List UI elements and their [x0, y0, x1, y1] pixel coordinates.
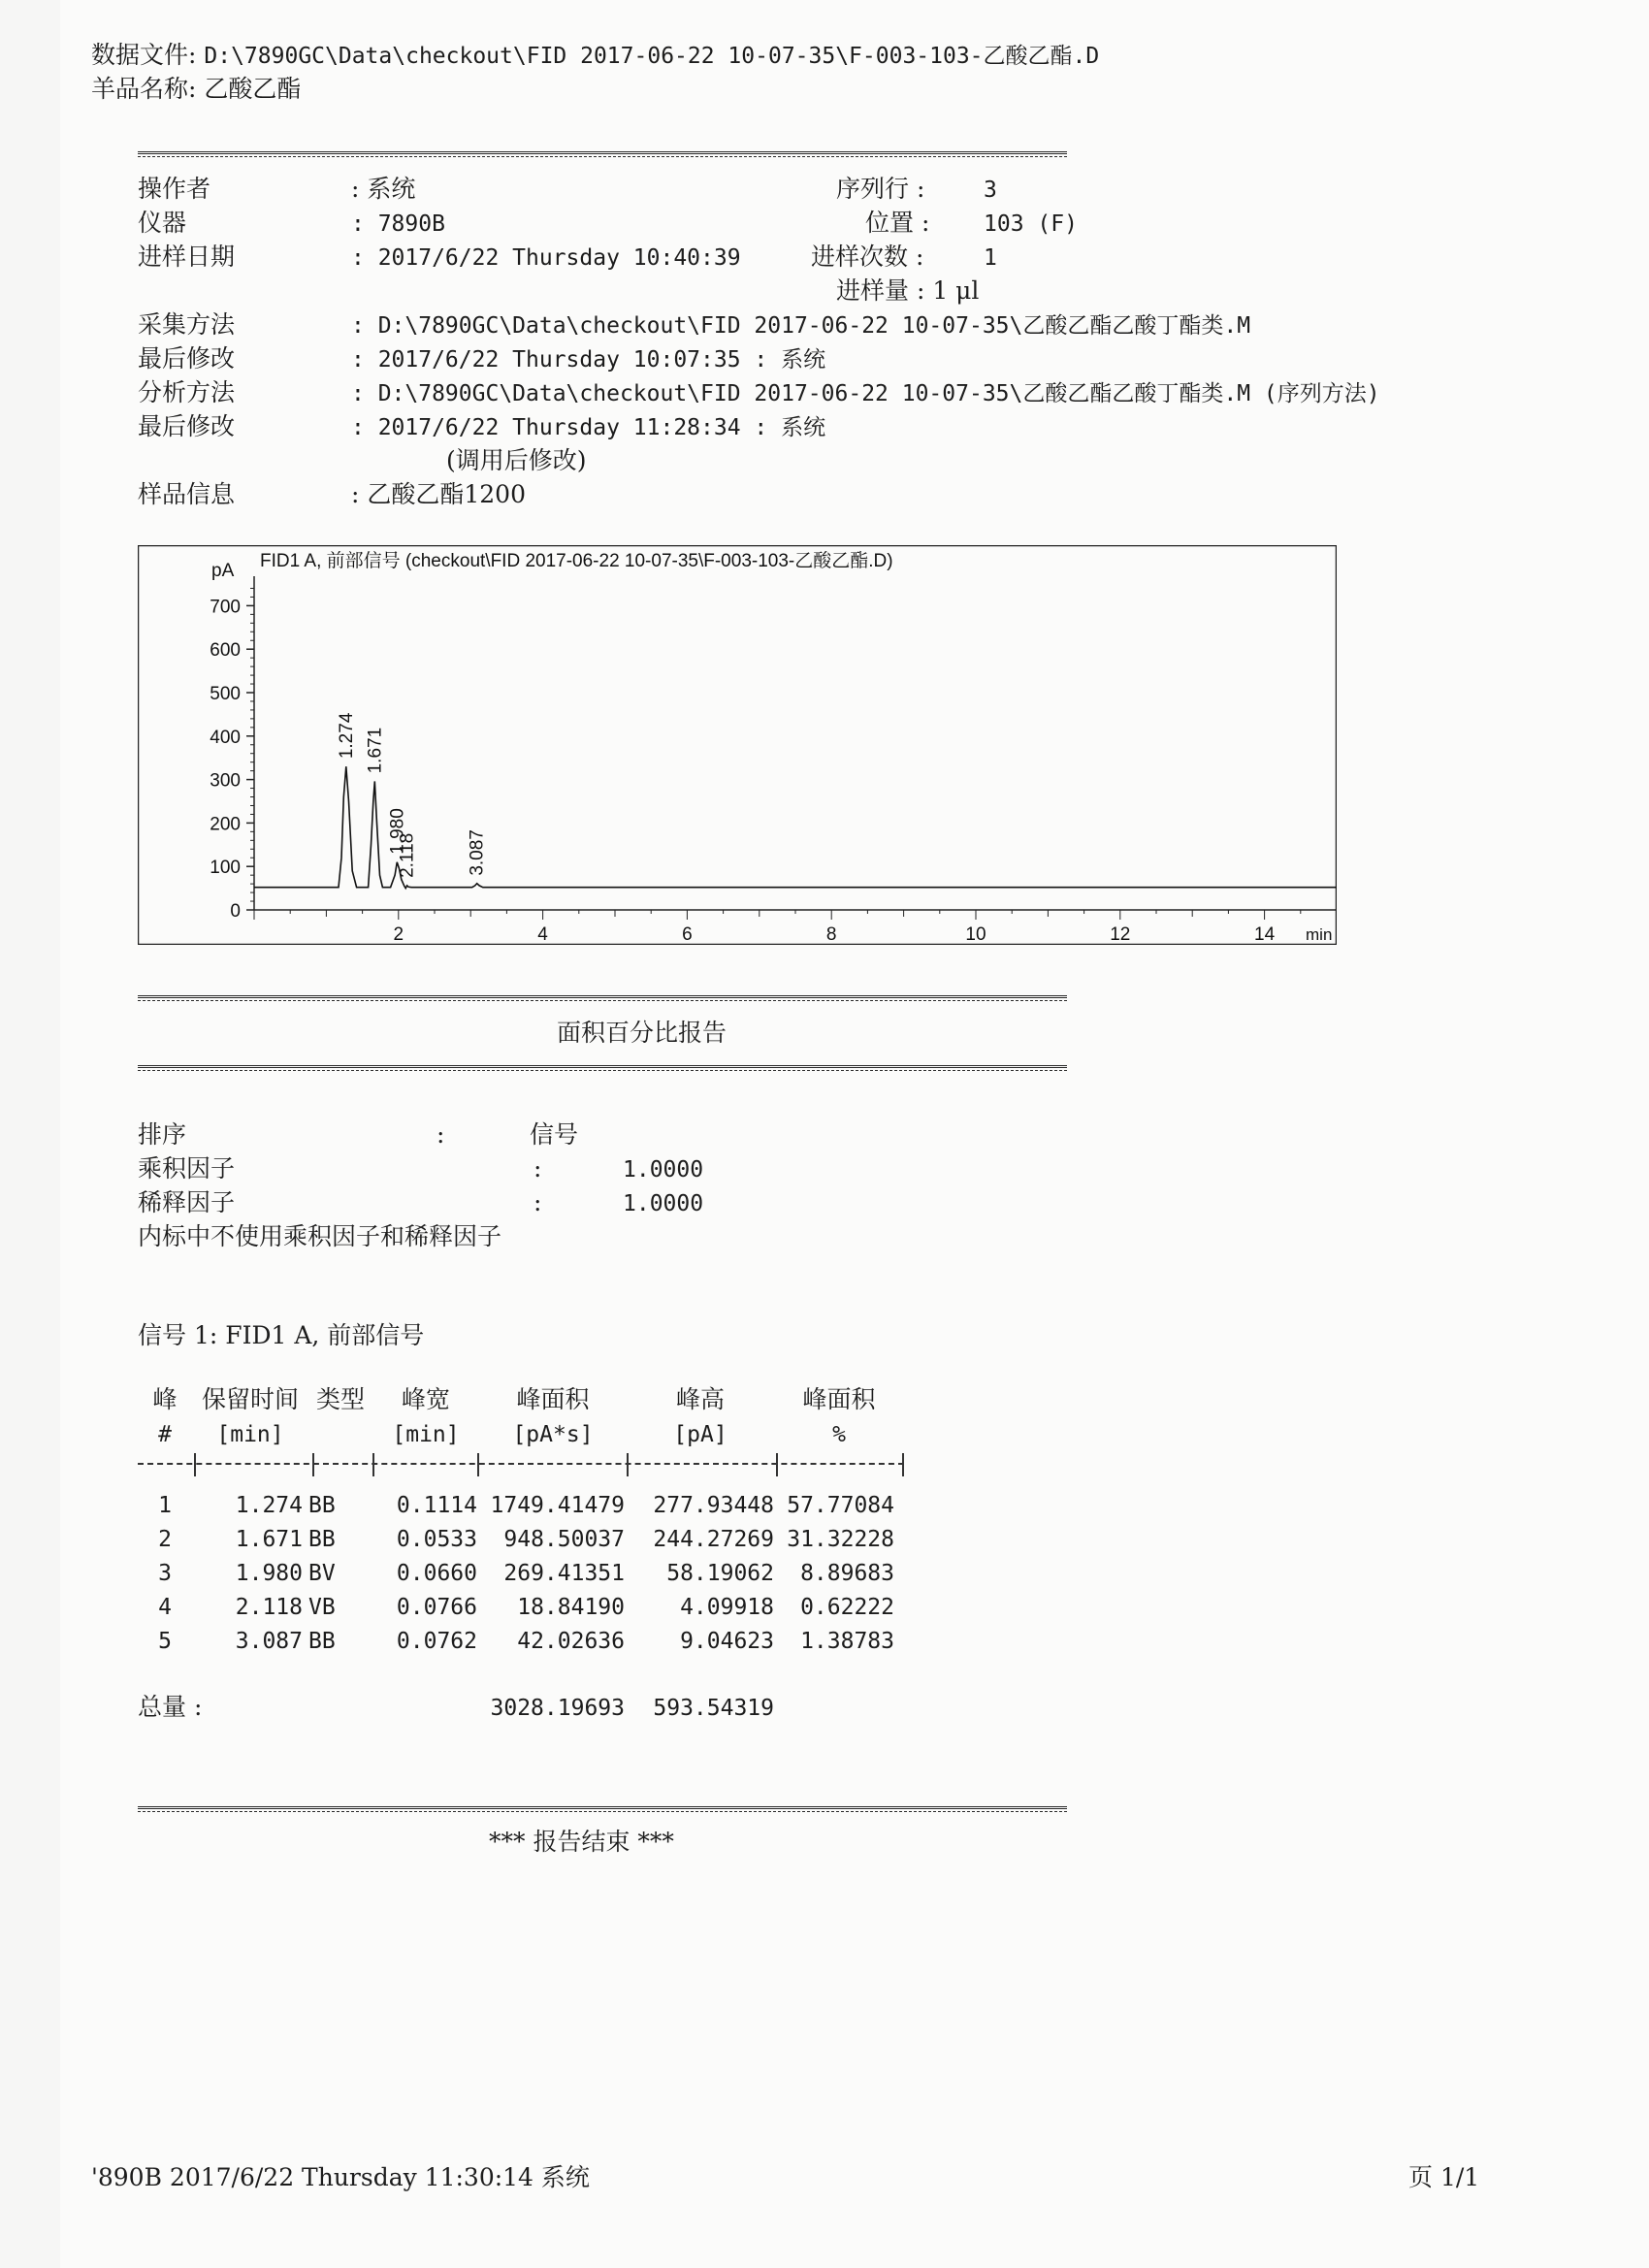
divider-end [138, 1806, 1067, 1809]
table-header-cell: 类型 [315, 1385, 365, 1413]
table-cell-type: BV [308, 1561, 336, 1586]
sample-name-line [91, 75, 301, 104]
sample-info-label: 样品信息 [138, 480, 236, 508]
table-cell-n: 2 [158, 1527, 172, 1552]
seq-row-value: 3 [984, 178, 997, 203]
table-header-separator [372, 1453, 374, 1476]
table-header-cell: 保留时间 [201, 1385, 299, 1413]
operator-label: 操作者 [138, 175, 211, 203]
table-cell-height: 4.09918 [680, 1595, 774, 1620]
footer-left: '890B 2017/6/22 Thursday 11:30:14 系统 [91, 2163, 590, 2191]
y-axis-label: pA [211, 561, 235, 581]
table-cell-width: 0.1114 [396, 1493, 477, 1518]
inject-date-value: : 2017/6/22 Thursday 10:40:39 [351, 245, 741, 271]
data-file-value: D:\7890GC\Data\checkout\FID 2017-06-22 10-07-35\F-003-103-乙酸乙酯.D [204, 44, 1100, 69]
mult-value: 1.0000 [623, 1157, 704, 1183]
x-tick-label: 2 [393, 924, 404, 945]
table-header-separator [902, 1453, 904, 1476]
total-label: 总量 : [138, 1693, 203, 1721]
table-header-unit: [min] [392, 1422, 460, 1447]
table-header-separator [477, 1453, 479, 1476]
table-cell-pct: 31.32228 [787, 1527, 894, 1552]
dil-label: 稀释因子 [138, 1188, 236, 1216]
position-value: 103 (F) [984, 211, 1078, 237]
sample-name-value: 乙酸乙酯 [204, 75, 302, 103]
table-header-cell: 峰面积 [802, 1385, 876, 1413]
table-cell-height: 277.93448 [653, 1493, 774, 1518]
operator-value: : 系统 [351, 175, 416, 203]
dil-value: 1.0000 [623, 1191, 704, 1216]
analysis-method-value: : D:\7890GC\Data\checkout\FID 2017-06-22 10-07-35\乙酸乙酯乙酸丁酯类.M (序列方法) [351, 381, 1380, 406]
chart-frame [139, 546, 1337, 945]
sort-value: 信号 [530, 1120, 579, 1149]
analysis-method-label: 分析方法 [138, 378, 236, 406]
table-cell-width: 0.0660 [396, 1561, 477, 1586]
report-title: 面积百分比报告 [557, 1019, 728, 1047]
last-mod1-label: 最后修改 [138, 344, 236, 373]
table-cell-width: 0.0762 [396, 1629, 477, 1654]
total-height: 593.54319 [653, 1696, 774, 1721]
table-cell-rt: 3.087 [235, 1629, 303, 1654]
data-file-label: 数据文件: [91, 41, 197, 69]
table-cell-area: 18.84190 [517, 1595, 625, 1620]
y-tick-label: 200 [210, 814, 241, 835]
table-cell-height: 9.04623 [680, 1629, 774, 1654]
divider-report-bottom [138, 1065, 1067, 1068]
table-cell-type: BB [308, 1629, 336, 1654]
y-tick-label: 500 [210, 684, 241, 704]
table-header-cell: 峰宽 [401, 1385, 450, 1413]
table-cell-area: 42.02636 [517, 1629, 625, 1654]
last-mod1-value: : 2017/6/22 Thursday 10:07:35 : 系统 [351, 347, 826, 373]
table-cell-type: BB [308, 1493, 336, 1518]
inject-count-label: 进样次数 : [811, 243, 924, 271]
y-tick-label: 400 [210, 727, 241, 748]
table-cell-rt: 2.118 [235, 1595, 303, 1620]
sample-info-value: : 乙酸乙酯1200 [351, 480, 526, 508]
x-tick-label: 12 [1110, 924, 1131, 945]
sort-label: 排序 [138, 1120, 187, 1149]
table-cell-rt: 1.980 [235, 1561, 303, 1586]
y-tick-label: 700 [210, 597, 241, 618]
dil-colon: : [534, 1188, 542, 1216]
inject-volume: 进样量 : 1 μl [836, 276, 980, 305]
table-header-unit: [min] [216, 1422, 284, 1447]
x-tick-label: 6 [682, 924, 693, 945]
seq-row-label: 序列行 : [836, 175, 925, 203]
table-header-unit: [pA*s] [512, 1422, 594, 1447]
table-cell-n: 3 [158, 1561, 172, 1586]
inject-count-value: 1 [984, 245, 997, 271]
table-header-cell: 峰 [152, 1385, 178, 1413]
instrument-value: : 7890B [351, 211, 445, 237]
table-cell-type: VB [308, 1595, 336, 1620]
peak-label: 1.980 [387, 808, 408, 855]
position-label: 位置 : [865, 209, 930, 237]
table-header-cell: 峰面积 [516, 1385, 590, 1413]
table-header-separator [776, 1453, 778, 1476]
table-cell-pct: 0.62222 [800, 1595, 894, 1620]
table-cell-type: BB [308, 1527, 336, 1552]
footer-page: 页 1/1 [1408, 2163, 1480, 2191]
table-cell-width: 0.0533 [396, 1527, 477, 1552]
table-cell-n: 5 [158, 1629, 172, 1654]
y-tick-label: 600 [210, 640, 241, 662]
inject-date-label: 进样日期 [138, 243, 236, 271]
x-tick-label: 4 [537, 924, 548, 945]
sample-name-label: 羊品名称: [91, 75, 197, 103]
acq-method-value: : D:\7890GC\Data\checkout\FID 2017-06-22 10-07-35\乙酸乙酯乙酸丁酯类.M [351, 313, 1251, 339]
table-cell-height: 244.27269 [653, 1527, 774, 1552]
table-cell-pct: 8.89683 [800, 1561, 894, 1586]
table-header-separator [194, 1453, 196, 1476]
table-cell-pct: 57.77084 [787, 1493, 894, 1518]
istd-note: 内标中不使用乘积因子和稀释因子 [138, 1222, 502, 1250]
report-end: *** 报告结束 *** [489, 1828, 674, 1856]
peak-label: 3.087 [467, 829, 488, 876]
table-cell-pct: 1.38783 [800, 1629, 894, 1654]
table-header-unit: [pA] [673, 1422, 728, 1447]
chart-title: FID1 A, 前部信号 (checkout\FID 2017-06-22 10-07-35\F-003-103-乙酸乙酯.D) [260, 551, 893, 571]
table-cell-n: 1 [158, 1493, 172, 1518]
table-cell-n: 4 [158, 1595, 172, 1620]
y-tick-label: 100 [210, 858, 241, 879]
table-cell-width: 0.0766 [396, 1595, 477, 1620]
x-axis-label: min [1306, 925, 1333, 944]
table-header-rule [138, 1463, 904, 1465]
instrument-label: 仪器 [138, 209, 187, 237]
chromatogram-chart [138, 545, 1337, 945]
sort-colon: : [436, 1120, 445, 1149]
table-cell-area: 948.50037 [503, 1527, 625, 1552]
table-header-unit: # [158, 1422, 172, 1447]
peak-label: 2.118 [397, 832, 418, 878]
last-mod2-label: 最后修改 [138, 412, 236, 440]
x-tick-label: 10 [965, 924, 986, 945]
table-cell-rt: 1.671 [235, 1527, 303, 1552]
mult-colon: : [534, 1154, 542, 1183]
y-tick-label: 0 [230, 901, 241, 922]
table-header-unit: % [832, 1422, 846, 1447]
x-tick-label: 8 [825, 924, 837, 945]
divider-top [138, 151, 1067, 154]
table-cell-area: 1749.41479 [490, 1493, 625, 1518]
table-cell-height: 58.19062 [666, 1561, 774, 1586]
table-header-separator [312, 1453, 314, 1476]
signal-line: 信号 1: FID1 A, 前部信号 [138, 1321, 425, 1349]
table-cell-rt: 1.274 [235, 1493, 303, 1518]
table-header-separator [627, 1453, 629, 1476]
acq-method-label: 采集方法 [138, 310, 236, 339]
chart-peak-labels [337, 712, 488, 878]
mult-label: 乘积因子 [138, 1154, 236, 1183]
data-file-line [91, 41, 1099, 71]
table-header-cell: 峰高 [675, 1385, 725, 1413]
peak-label: 1.274 [336, 712, 357, 760]
last-mod2-value: : 2017/6/22 Thursday 11:28:34 : 系统 [351, 415, 826, 440]
total-area: 3028.19693 [490, 1696, 625, 1721]
divider-report-top [138, 995, 1067, 998]
y-tick-label: 300 [210, 770, 241, 792]
peak-label: 1.671 [365, 727, 386, 774]
x-tick-label: 14 [1254, 924, 1276, 945]
table-cell-area: 269.41351 [503, 1561, 625, 1586]
last-mod2-note: (调用后修改) [446, 446, 587, 474]
